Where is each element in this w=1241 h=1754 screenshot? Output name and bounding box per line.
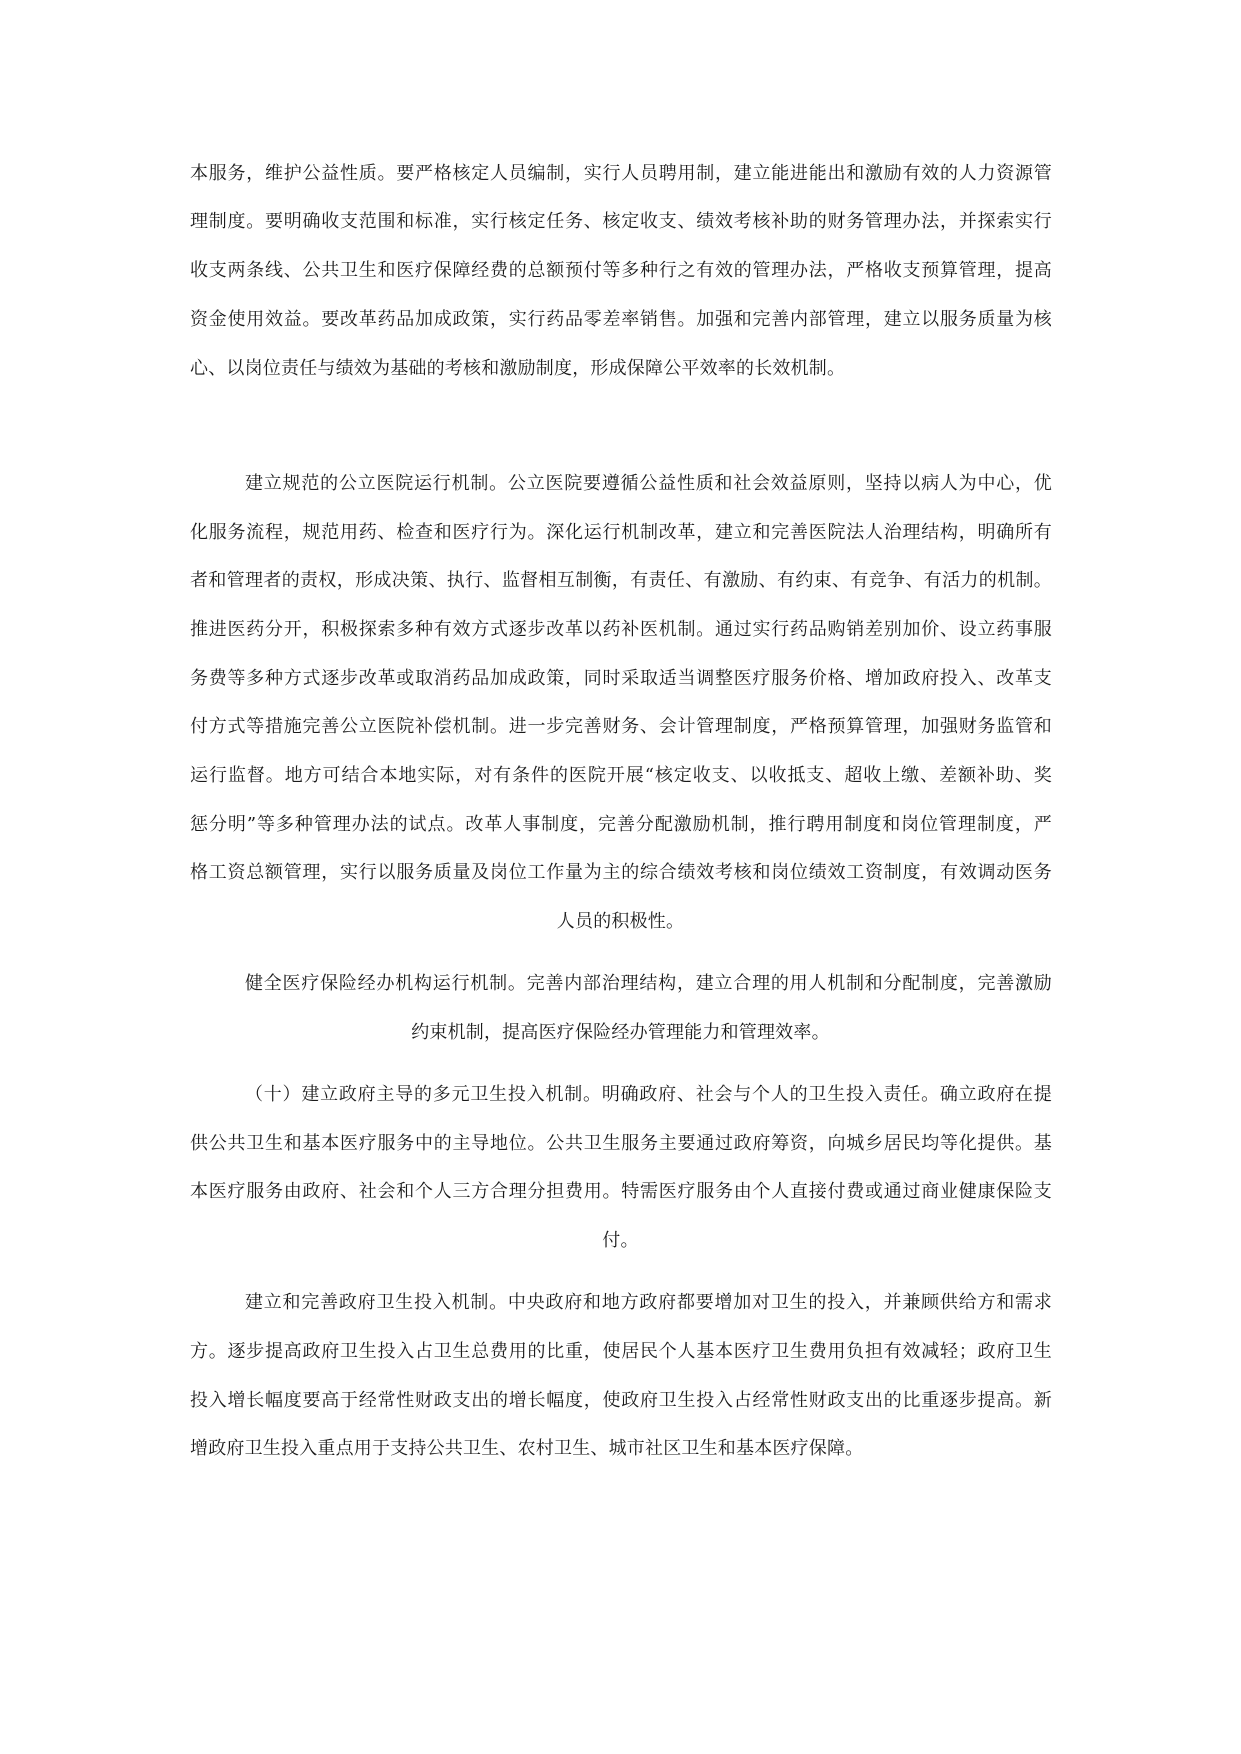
text-line: 惩分明”等多种管理办法的试点。改革人事制度，完善分配激励机制，推行聘用制度和岗位管理制度，严 [190,814,1052,835]
text-line: 运行监督。地方可结合本地实际，对有条件的医院开展“核定收支、以收抵支、超收上缴、差额补助、奖 [190,765,1052,786]
text-line: 建立和完善政府卫生投入机制。中央政府和地方政府都要增加对卫生的投入，并兼顾供给方和需求 [245,1292,1052,1313]
text-line: 本服务，维护公益性质。要严格核定人员编制，实行人员聘用制，建立能进能出和激励有效的人力资源管 [190,163,1052,184]
text-line: 推进医药分开，积极探索多种有效方式逐步改革以药补医机制。通过实行药品购销差别加价、设立药事服 [190,619,1052,640]
text-line: 付方式等措施完善公立医院补偿机制。进一步完善财务、会计管理制度，严格预算管理，加强财务监管和 [190,716,1052,737]
text-line: 投入增长幅度要高于经常性财政支出的增长幅度，使政府卫生投入占经常性财政支出的比重逐步提高。新 [190,1390,1052,1411]
text-line: 理制度。要明确收支范围和标准，实行核定任务、核定收支、绩效考核补助的财务管理办法，并探索实行 [190,211,1052,232]
text-line: 付。 [602,1230,639,1251]
text-line: （十）建立政府主导的多元卫生投入机制。明确政府、社会与个人的卫生投入责任。确立政府在提 [245,1084,1052,1105]
text-line: 者和管理者的责权，形成决策、执行、监督相互制衡，有责任、有激励、有约束、有竞争、有活力的机制。 [190,570,1052,591]
text-line: 增政府卫生投入重点用于支持公共卫生、农村卫生、城市社区卫生和基本医疗保障。 [190,1438,864,1459]
text-line: 收支两条线、公共卫生和医疗保障经费的总额预付等多种行之有效的管理办法，严格收支预算管理，提高 [190,260,1052,281]
text-line: 务费等多种方式逐步改革或取消药品加成政策，同时采取适当调整医疗服务价格、增加政府投入、改革支 [190,668,1052,689]
text-line: 方。逐步提高政府卫生投入占卫生总费用的比重，使居民个人基本医疗卫生费用负担有效减轻；政府卫生 [190,1341,1052,1362]
text-line: 约束机制，提高医疗保险经办管理能力和管理效率。 [411,1022,830,1043]
text-line: 供公共卫生和基本医疗服务中的主导地位。公共卫生服务主要通过政府筹资，向城乡居民均等化提供。基 [190,1133,1052,1154]
text-line: 建立规范的公立医院运行机制。公立医院要遵循公益性质和社会效益原则，坚持以病人为中心，优 [245,473,1052,494]
text-line: 本医疗服务由政府、社会和个人三方合理分担费用。特需医疗服务由个人直接付费或通过商业健康保险支 [190,1181,1052,1202]
text-line: 人员的积极性。 [556,911,685,932]
text-line: 化服务流程，规范用药、检查和医疗行为。深化运行机制改革，建立和完善医院法人治理结构，明确所有 [190,522,1052,543]
text-line: 健全医疗保险经办机构运行机制。完善内部治理结构，建立合理的用人机制和分配制度，完善激励 [245,973,1052,994]
text-line: 资金使用效益。要改革药品加成政策，实行药品零差率销售。加强和完善内部管理，建立以服务质量为核 [190,309,1052,330]
text-line: 格工资总额管理，实行以服务质量及岗位工作量为主的综合绩效考核和岗位绩效工资制度，有效调动医务 [190,862,1052,883]
text-line: 心、以岗位责任与绩效为基础的考核和激励制度，形成保障公平效率的长效机制。 [190,358,846,379]
